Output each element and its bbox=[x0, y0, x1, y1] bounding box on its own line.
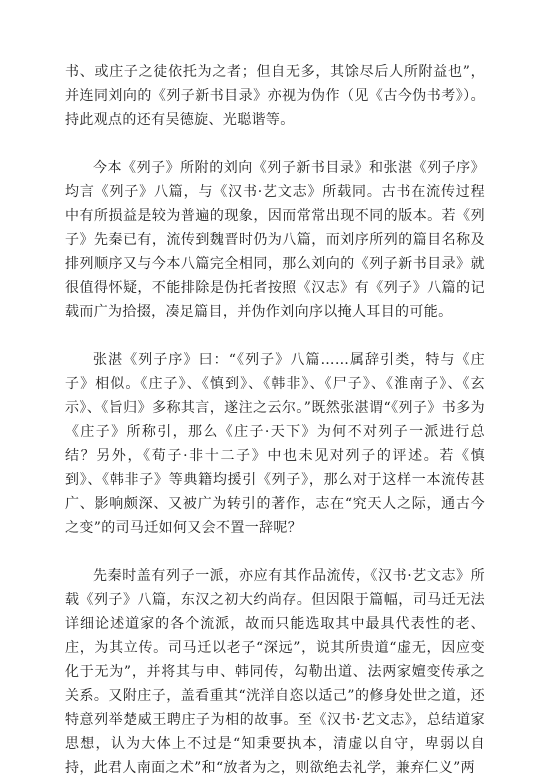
paragraph-2: 今本《列子》所附的刘向《列子新书目录》和张湛《列子序》均言《列子》八篇，与《汉书·艺文志》所载同。古书在流传过程中有所损益是较为普遍的现象，因而常常出现不同的版本。若《列子》先秦已有，流传到魏晋时仍为八篇，而刘序所列的篇目名称及排列顺序又与今本八篇完全相同，那么刘向的《列子新书目录》就很值得怀疑，不能排除是伪托者按照《汉志》有《列子》八篇的记载而广为拾掇，凑足篇目，并伪作刘向序以掩人耳目的可能。 bbox=[65, 160, 485, 320]
paragraph-1: 书、或庄子之徒依托为之者；但自无多，其馀尽后人所附益也”，并连同刘向的《列子新书目录》亦视为伪作（见《古今伪书考》）。持此观点的还有吴德旋、光聪谐等。 bbox=[65, 64, 485, 128]
paragraph-3: 张湛《列子序》曰：“《列子》八篇……属辞引类，特与《庄子》相似。《庄子》、《慎到》、《韩非》、《尸子》、《淮南子》、《玄示》、《旨归》多称其言，遂注之云尔。”既然张湛谓“《列子》书多为《庄子》所称引，那么《庄子·天下》为何不对列子一派进行总结？另外，《荀子·非十二子》中也未见对列子的评述。若《慎到》、《韩非子》等典籍均援引《列子》，那么对于这样一本流传甚广、影响颇深、又被广为转引的著作，志在“究天人之际，通古今之变”的司马迁如何又会不置一辞呢？ bbox=[65, 352, 485, 536]
paragraph-4: 先秦时盖有列子一派，亦应有其作品流传，《汉书·艺文志》所载《列子》八篇，东汉之初大约尚存。但因限于篇幅，司马迁无法详细论述道家的各个流派，故而只能选取其中最具代表性的老、庄，为其立传。司马迁以老子“深远”，说其所贵道“虚无，因应变化于无为”，并将其与申、韩同传，勾勒出道、法两家嬗变传承之关系。又附庄子，盖看重其“洸洋自恣以适己”的修身处世之道，还特意列举楚威王聘庄子为相的故事。至《汉书·艺文志》，总结道家思想，认为大体上不过是“知秉要执本，清虚以自守，卑弱以自持，此君人南面之术”和“放者为之，则欲绝去礼学，兼弃仁义”两 bbox=[65, 568, 485, 776]
